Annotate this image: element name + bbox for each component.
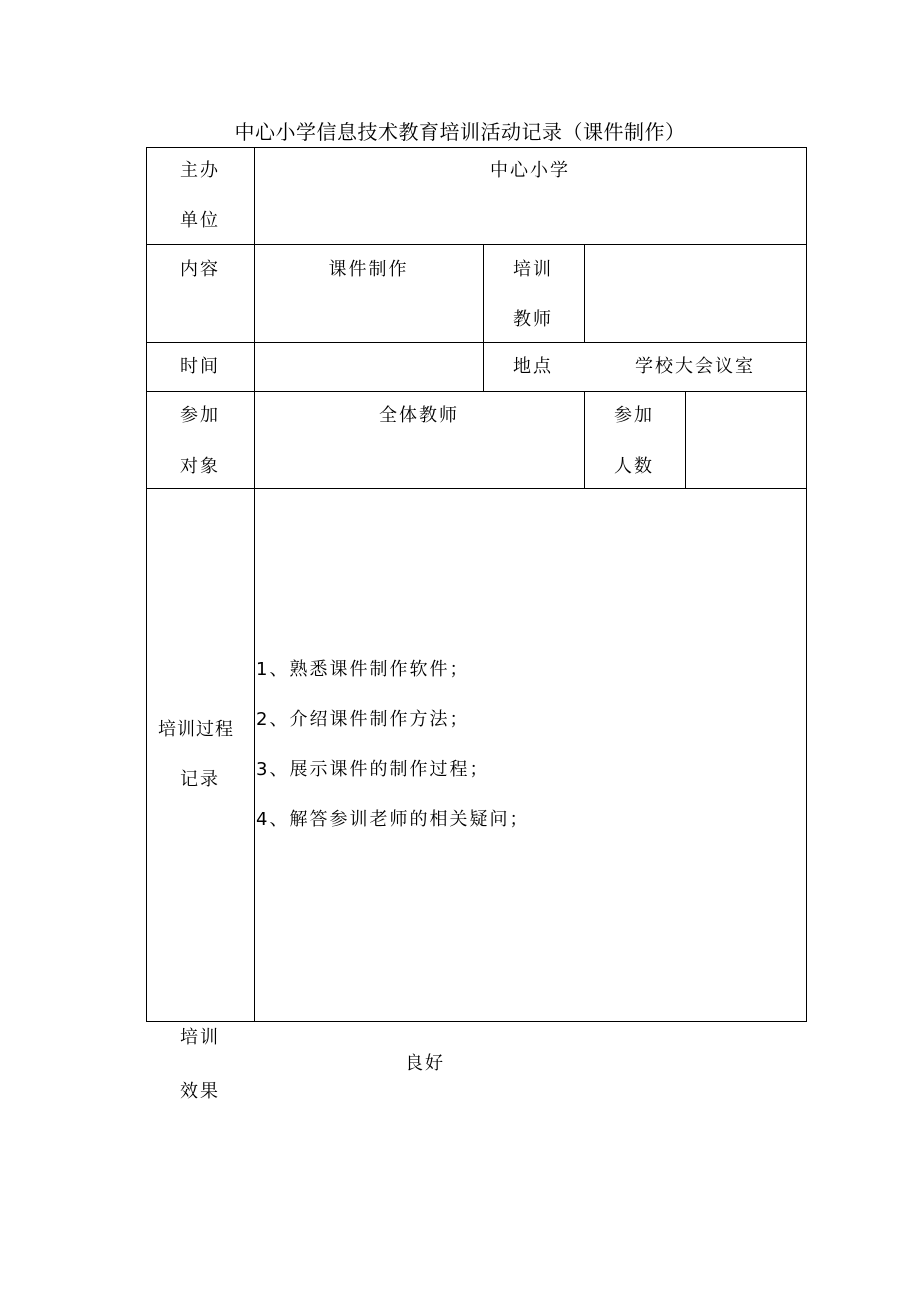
document-title: 中心小学信息技术教育培训活动记录（课件制作） — [234, 120, 686, 144]
organizer-value: 中心小学 — [490, 160, 570, 181]
effect-label-line2: 效果 — [180, 1081, 220, 1102]
process-item-4: 4、解答参训老师的相关疑问； — [256, 809, 530, 830]
organizer-label-line2: 单位 — [180, 210, 220, 231]
time-label: 时间 — [180, 356, 220, 377]
process-label-line2: 记录 — [180, 769, 220, 790]
process-item-1: 1、熟悉课件制作软件； — [256, 659, 470, 680]
participants-label-line2: 对象 — [180, 456, 220, 477]
organizer-label-line1: 主办 — [180, 160, 220, 181]
process-item-2: 2、介绍课件制作方法； — [256, 709, 470, 730]
content-label: 内容 — [180, 259, 220, 280]
location-value: 学校大会议室 — [635, 356, 755, 377]
process-label-line1: 培训过程 — [158, 719, 234, 740]
trainer-label-line2: 教师 — [513, 309, 553, 330]
participants-label-line1: 参加 — [180, 405, 220, 426]
trainer-label-line1: 培训 — [513, 259, 553, 280]
participants-value: 全体教师 — [379, 405, 459, 426]
process-item-3: 3、展示课件的制作过程； — [256, 759, 490, 780]
effect-value: 良好 — [405, 1053, 445, 1074]
count-label-line1: 参加 — [614, 405, 654, 426]
content-value: 课件制作 — [328, 259, 409, 280]
location-label: 地点 — [513, 356, 553, 377]
count-label-line2: 人数 — [614, 456, 654, 477]
effect-label-line1: 培训 — [180, 1027, 220, 1048]
